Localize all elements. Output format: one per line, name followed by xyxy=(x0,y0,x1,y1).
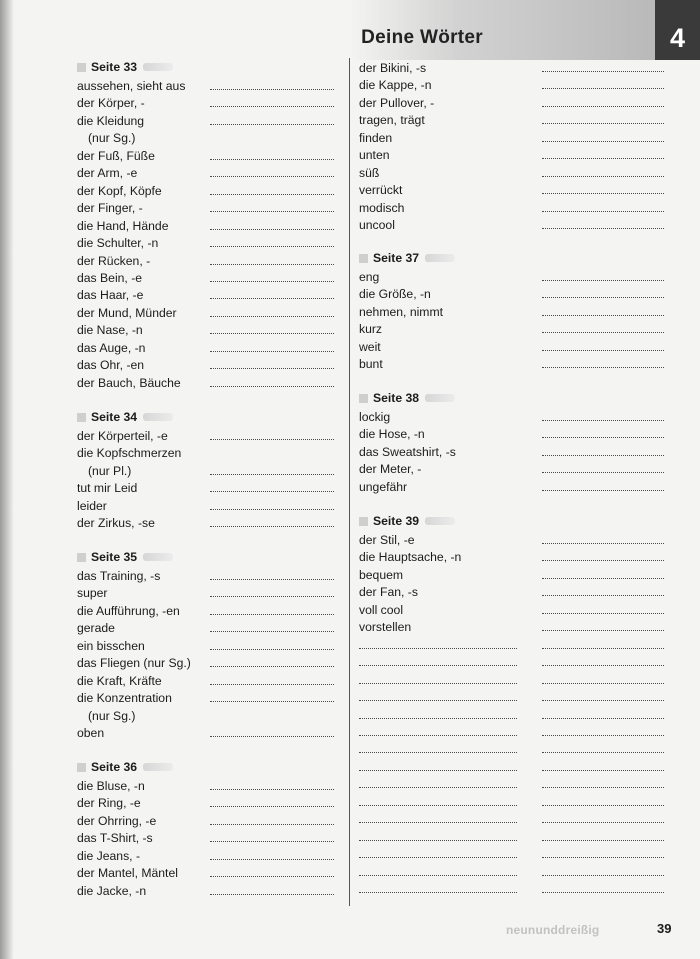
vocab-word: süß xyxy=(359,165,380,180)
vocab-word: bunt xyxy=(359,357,383,372)
vocab-word: bequem xyxy=(359,567,404,582)
page-title: Deine Wörter xyxy=(361,27,483,48)
translation-line[interactable] xyxy=(542,664,664,666)
vocab-word: der Fan, -s xyxy=(359,585,418,600)
translation-line[interactable] xyxy=(542,157,664,159)
translation-line[interactable] xyxy=(542,594,664,596)
translation-line[interactable] xyxy=(542,210,664,212)
blank-line xyxy=(359,759,669,776)
vocab-word: das Sweatshirt, -s xyxy=(359,444,456,459)
vocab-entry xyxy=(77,148,339,165)
vocab-word: die Kappe, -n xyxy=(359,78,432,93)
translation-line[interactable] xyxy=(542,314,664,316)
translation-line[interactable] xyxy=(542,471,664,473)
vocab-word: die Hauptsache, -n xyxy=(359,550,462,565)
vocab-entry xyxy=(77,620,339,637)
translation-line[interactable] xyxy=(542,856,664,858)
vocab-word: der Ohrring, -e xyxy=(77,813,157,828)
vocab-entry xyxy=(77,235,339,252)
chapter-tab: 4 xyxy=(655,0,700,60)
blank-line xyxy=(359,776,669,793)
translation-line[interactable] xyxy=(359,874,517,876)
translation-line[interactable] xyxy=(542,279,664,281)
section-decoration xyxy=(143,763,173,771)
vocab-entry xyxy=(77,305,339,322)
vocab-entry xyxy=(359,356,669,373)
translation-line[interactable] xyxy=(542,105,664,107)
translation-line[interactable] xyxy=(359,839,517,841)
vocab-entry xyxy=(359,77,669,94)
section-marker-icon xyxy=(77,413,86,422)
vocab-entry xyxy=(77,778,339,795)
vocab-word: (nur Pl.) xyxy=(88,463,132,478)
translation-line[interactable] xyxy=(542,419,664,421)
translation-line[interactable] xyxy=(542,192,664,194)
translation-line[interactable] xyxy=(210,245,334,247)
translation-line[interactable] xyxy=(359,664,517,666)
section-marker-icon xyxy=(77,63,86,72)
translation-line[interactable] xyxy=(542,349,664,351)
vocab-word: der Arm, -e xyxy=(77,166,138,181)
translation-line[interactable] xyxy=(210,525,334,527)
vocab-entry xyxy=(77,655,339,672)
vocab-entry xyxy=(359,217,669,234)
translation-line[interactable] xyxy=(210,490,334,492)
vocab-entry xyxy=(359,269,669,286)
vocab-entry xyxy=(359,130,669,147)
vocab-entry xyxy=(77,357,339,374)
vocab-entry xyxy=(77,130,339,147)
vocab-entry xyxy=(77,463,339,480)
vocab-word: tragen, trägt xyxy=(359,113,425,128)
translation-line[interactable] xyxy=(542,577,664,579)
vocab-word: die Konzentration xyxy=(77,691,172,706)
vocab-word: das Ohr, -en xyxy=(77,358,145,373)
blank-line xyxy=(359,724,669,741)
vocab-entry xyxy=(77,253,339,270)
translation-line[interactable] xyxy=(542,559,664,561)
section-heading-label: Seite 34 xyxy=(91,410,138,424)
translation-line[interactable] xyxy=(210,665,334,667)
section-decoration xyxy=(425,517,455,525)
translation-line[interactable] xyxy=(210,367,334,369)
translation-line[interactable] xyxy=(542,140,664,142)
section-heading xyxy=(77,758,173,776)
vocab-word: oben xyxy=(77,726,105,741)
section-decoration xyxy=(143,63,173,71)
translation-line[interactable] xyxy=(542,769,664,771)
section-decoration xyxy=(143,553,173,561)
blank-line xyxy=(359,741,669,758)
blank-line xyxy=(359,829,669,846)
vocab-entry xyxy=(77,585,339,602)
translation-line[interactable] xyxy=(210,648,334,650)
vocab-word: das Training, -s xyxy=(77,569,161,583)
vocab-entry xyxy=(77,883,339,900)
section-heading xyxy=(359,512,455,530)
translation-line[interactable] xyxy=(542,682,664,684)
vocab-word: der Stil, -e xyxy=(359,533,415,547)
translation-line[interactable] xyxy=(210,315,334,317)
translation-line[interactable] xyxy=(542,629,664,631)
footer-page-word: neununddreißig xyxy=(506,923,600,937)
vocab-entry xyxy=(77,515,339,532)
blank-line xyxy=(359,881,669,898)
translation-line[interactable] xyxy=(542,891,664,893)
vocab-entry xyxy=(77,795,339,812)
page-number: 39 xyxy=(657,921,672,936)
translation-line[interactable] xyxy=(210,332,334,334)
vocab-word: gerade xyxy=(77,621,115,636)
vocab-word: die Aufführung, -en xyxy=(77,603,180,618)
vocab-word: verrückt xyxy=(359,183,403,198)
translation-line[interactable] xyxy=(210,595,334,597)
section-heading-label: Seite 37 xyxy=(373,251,420,265)
translation-line[interactable] xyxy=(359,682,517,684)
translation-line[interactable] xyxy=(210,508,334,510)
translation-line[interactable] xyxy=(542,454,664,456)
vocab-word: das Haar, -e xyxy=(77,288,144,303)
vocab-entry xyxy=(359,304,669,321)
blank-line xyxy=(359,846,669,863)
vocab-word: vorstellen xyxy=(359,620,412,635)
vocab-entry xyxy=(77,218,339,235)
vocab-entry xyxy=(359,409,669,426)
vocab-entry xyxy=(359,584,669,601)
section-marker-icon xyxy=(77,553,86,562)
section-marker-icon xyxy=(77,763,86,772)
vocab-word: die Jacke, -n xyxy=(77,883,147,898)
translation-line[interactable] xyxy=(542,821,664,823)
vocab-word: die Bluse, -n xyxy=(77,779,145,793)
translation-line[interactable] xyxy=(542,751,664,753)
translation-line[interactable] xyxy=(542,612,664,614)
vocab-entry xyxy=(359,549,669,566)
section-heading xyxy=(77,408,173,426)
blank-line xyxy=(359,654,669,671)
vocab-word: der Fuß, Füße xyxy=(77,148,155,163)
translation-line[interactable] xyxy=(542,734,664,736)
translation-line[interactable] xyxy=(359,891,517,893)
vocab-word: die Hose, -n xyxy=(359,427,425,442)
translation-line[interactable] xyxy=(359,769,517,771)
vocab-word: das Bein, -e xyxy=(77,270,143,285)
vocab-entry xyxy=(77,78,339,95)
translation-line[interactable] xyxy=(542,839,664,841)
translation-line[interactable] xyxy=(210,683,334,685)
vocab-entry xyxy=(77,813,339,830)
vocab-word: das Auge, -n xyxy=(77,340,146,355)
vocab-word: die Nase, -n xyxy=(77,323,143,338)
translation-line[interactable] xyxy=(359,804,517,806)
blank-line xyxy=(359,811,669,828)
vocab-entry xyxy=(77,498,339,515)
translation-line[interactable] xyxy=(542,647,664,649)
vocab-entry xyxy=(77,113,339,130)
vocab-word: der Ring, -e xyxy=(77,796,141,811)
vocab-entry xyxy=(77,375,339,392)
vocab-entry xyxy=(77,690,339,707)
vocab-entry xyxy=(77,725,339,742)
header-bar xyxy=(350,0,655,60)
vocab-entry xyxy=(359,200,669,217)
translation-line[interactable] xyxy=(210,385,334,387)
vocab-word: der Rücken, - xyxy=(77,253,151,268)
vocab-word: der Bauch, Bäuche xyxy=(77,375,181,390)
blank-line xyxy=(359,864,669,881)
section-marker-icon xyxy=(359,517,368,526)
translation-line[interactable] xyxy=(542,366,664,368)
translation-line[interactable] xyxy=(210,788,334,790)
translation-line[interactable] xyxy=(542,296,664,298)
translation-line[interactable] xyxy=(542,175,664,177)
vocab-entry xyxy=(77,322,339,339)
translation-line[interactable] xyxy=(210,263,334,265)
vocab-entry xyxy=(77,428,339,445)
vocab-word: der Zirkus, -se xyxy=(77,516,155,531)
blank-line xyxy=(359,637,669,654)
vocab-word: aussehen, sieht aus xyxy=(77,79,186,93)
vocab-entry xyxy=(359,112,669,129)
section-marker-icon xyxy=(359,394,368,403)
section-heading xyxy=(77,548,173,566)
translation-line[interactable] xyxy=(359,717,517,719)
translation-line[interactable] xyxy=(210,613,334,615)
translation-line[interactable] xyxy=(210,578,334,580)
vocab-entry xyxy=(359,602,669,619)
blank-line xyxy=(359,707,669,724)
vocab-entry xyxy=(359,567,669,584)
translation-line[interactable] xyxy=(542,87,664,89)
vocab-entry xyxy=(359,147,669,164)
vocab-entry xyxy=(77,270,339,287)
vocab-word: ein bisschen xyxy=(77,638,145,653)
translation-line[interactable] xyxy=(359,856,517,858)
vocab-entry xyxy=(77,445,339,462)
translation-line[interactable] xyxy=(210,175,334,177)
vocab-entry xyxy=(359,286,669,303)
translation-line[interactable] xyxy=(210,210,334,212)
translation-line[interactable] xyxy=(210,805,334,807)
vocab-word: das T-Shirt, -s xyxy=(77,831,153,846)
vocab-entry xyxy=(359,182,669,199)
vocab-entry xyxy=(359,321,669,338)
blank-line xyxy=(359,672,669,689)
vocab-word: kurz xyxy=(359,322,383,337)
translation-line[interactable] xyxy=(210,823,334,825)
vocab-word: der Finger, - xyxy=(77,201,143,216)
section-decoration xyxy=(425,254,455,262)
vocab-word: leider xyxy=(77,498,107,513)
translation-line[interactable] xyxy=(210,105,334,107)
translation-line[interactable] xyxy=(210,473,334,475)
translation-line[interactable] xyxy=(359,734,517,736)
translation-line[interactable] xyxy=(210,280,334,282)
translation-line[interactable] xyxy=(542,786,664,788)
vocab-word: der Mund, Münder xyxy=(77,305,177,320)
vocab-entry xyxy=(359,444,669,461)
vocab-word: ungefähr xyxy=(359,479,408,494)
translation-line[interactable] xyxy=(542,70,664,72)
translation-line[interactable] xyxy=(210,875,334,877)
vocab-word: weit xyxy=(359,339,381,354)
vocab-word: modisch xyxy=(359,200,405,215)
translation-line[interactable] xyxy=(542,227,664,229)
vocab-word: tut mir Leid xyxy=(77,481,138,496)
vocab-entry xyxy=(359,479,669,496)
translation-line[interactable] xyxy=(542,542,664,544)
translation-line[interactable] xyxy=(210,158,334,160)
vocab-entry xyxy=(77,865,339,882)
section-heading xyxy=(359,389,455,407)
translation-line[interactable] xyxy=(359,647,517,649)
translation-line[interactable] xyxy=(542,436,664,438)
column-divider xyxy=(349,58,350,906)
section-heading-label: Seite 36 xyxy=(91,760,138,774)
vocab-entry xyxy=(359,532,669,549)
vocab-entry xyxy=(77,568,339,585)
page-binding-shadow xyxy=(0,0,14,959)
vocab-word: die Kraft, Kräfte xyxy=(77,673,162,688)
translation-line[interactable] xyxy=(210,228,334,230)
vocab-entry xyxy=(77,603,339,620)
vocab-entry xyxy=(77,638,339,655)
translation-line[interactable] xyxy=(210,438,334,440)
translation-line[interactable] xyxy=(210,858,334,860)
vocab-entry xyxy=(77,165,339,182)
vocab-entry xyxy=(77,830,339,847)
vocab-word: nehmen, nimmt xyxy=(359,304,443,319)
section-heading-label: Seite 39 xyxy=(373,514,420,528)
section-decoration xyxy=(143,413,173,421)
vocab-word: die Größe, -n xyxy=(359,287,431,302)
vocab-entry xyxy=(359,461,669,478)
vocab-word: (nur Sg.) xyxy=(88,708,136,723)
translation-line[interactable] xyxy=(210,123,334,125)
vocab-word: die Jeans, - xyxy=(77,848,141,863)
translation-line[interactable] xyxy=(359,751,517,753)
vocab-word: der Körperteil, -e xyxy=(77,429,168,443)
vocab-word: das Fliegen (nur Sg.) xyxy=(77,656,191,671)
translation-line[interactable] xyxy=(542,122,664,124)
translation-line[interactable] xyxy=(542,489,664,491)
translation-line[interactable] xyxy=(542,699,664,701)
vocab-word: die Kopfschmerzen xyxy=(77,446,182,461)
vocab-word: die Hand, Hände xyxy=(77,218,169,233)
vocab-word: finden xyxy=(359,130,393,145)
section-heading xyxy=(77,58,173,76)
vocab-entry xyxy=(77,200,339,217)
vocab-word: der Bikini, -s xyxy=(359,61,427,75)
vocab-entry xyxy=(77,673,339,690)
vocab-word: eng xyxy=(359,270,380,284)
vocab-entry xyxy=(77,287,339,304)
translation-line[interactable] xyxy=(542,804,664,806)
vocab-word: die Kleidung xyxy=(77,113,145,128)
vocab-entry xyxy=(77,183,339,200)
vocab-entry xyxy=(359,60,669,77)
vocab-entry xyxy=(77,95,339,112)
section-heading-label: Seite 38 xyxy=(373,391,420,405)
vocab-word: die Schulter, -n xyxy=(77,236,159,251)
translation-line[interactable] xyxy=(210,193,334,195)
section-decoration xyxy=(425,394,455,402)
vocab-word: der Kopf, Köpfe xyxy=(77,183,162,198)
vocab-word: unten xyxy=(359,148,390,163)
translation-line[interactable] xyxy=(542,717,664,719)
translation-line[interactable] xyxy=(210,630,334,632)
section-heading xyxy=(359,249,455,267)
translation-line[interactable] xyxy=(359,699,517,701)
translation-line[interactable] xyxy=(542,331,664,333)
vocab-entry xyxy=(359,95,669,112)
translation-line[interactable] xyxy=(210,840,334,842)
vocab-entry xyxy=(77,708,339,725)
translation-line[interactable] xyxy=(210,700,334,702)
section-marker-icon xyxy=(359,254,368,263)
vocab-word: der Mantel, Mäntel xyxy=(77,866,178,881)
translation-line[interactable] xyxy=(210,297,334,299)
translation-line[interactable] xyxy=(542,874,664,876)
translation-line[interactable] xyxy=(210,88,334,90)
section-heading-label: Seite 35 xyxy=(91,550,138,564)
vocab-word: lockig xyxy=(359,410,391,424)
vocab-word: voll cool xyxy=(359,602,404,617)
vocab-word: der Körper, - xyxy=(77,96,145,111)
translation-line[interactable] xyxy=(210,350,334,352)
translation-line[interactable] xyxy=(210,893,334,895)
vocab-entry xyxy=(359,426,669,443)
translation-line[interactable] xyxy=(210,735,334,737)
vocab-entry xyxy=(359,339,669,356)
blank-line xyxy=(359,689,669,706)
vocab-word: der Meter, - xyxy=(359,462,422,477)
vocab-entry xyxy=(77,340,339,357)
vocab-word: super xyxy=(77,586,108,601)
vocab-entry xyxy=(77,848,339,865)
vocab-entry xyxy=(359,165,669,182)
section-heading-label: Seite 33 xyxy=(91,60,138,74)
vocab-word: uncool xyxy=(359,218,395,233)
translation-line[interactable] xyxy=(359,821,517,823)
vocab-entry xyxy=(77,480,339,497)
blank-line xyxy=(359,794,669,811)
vocab-word: der Pullover, - xyxy=(359,95,435,110)
vocab-entry xyxy=(359,619,669,636)
translation-line[interactable] xyxy=(359,786,517,788)
vocab-word: (nur Sg.) xyxy=(88,131,136,146)
